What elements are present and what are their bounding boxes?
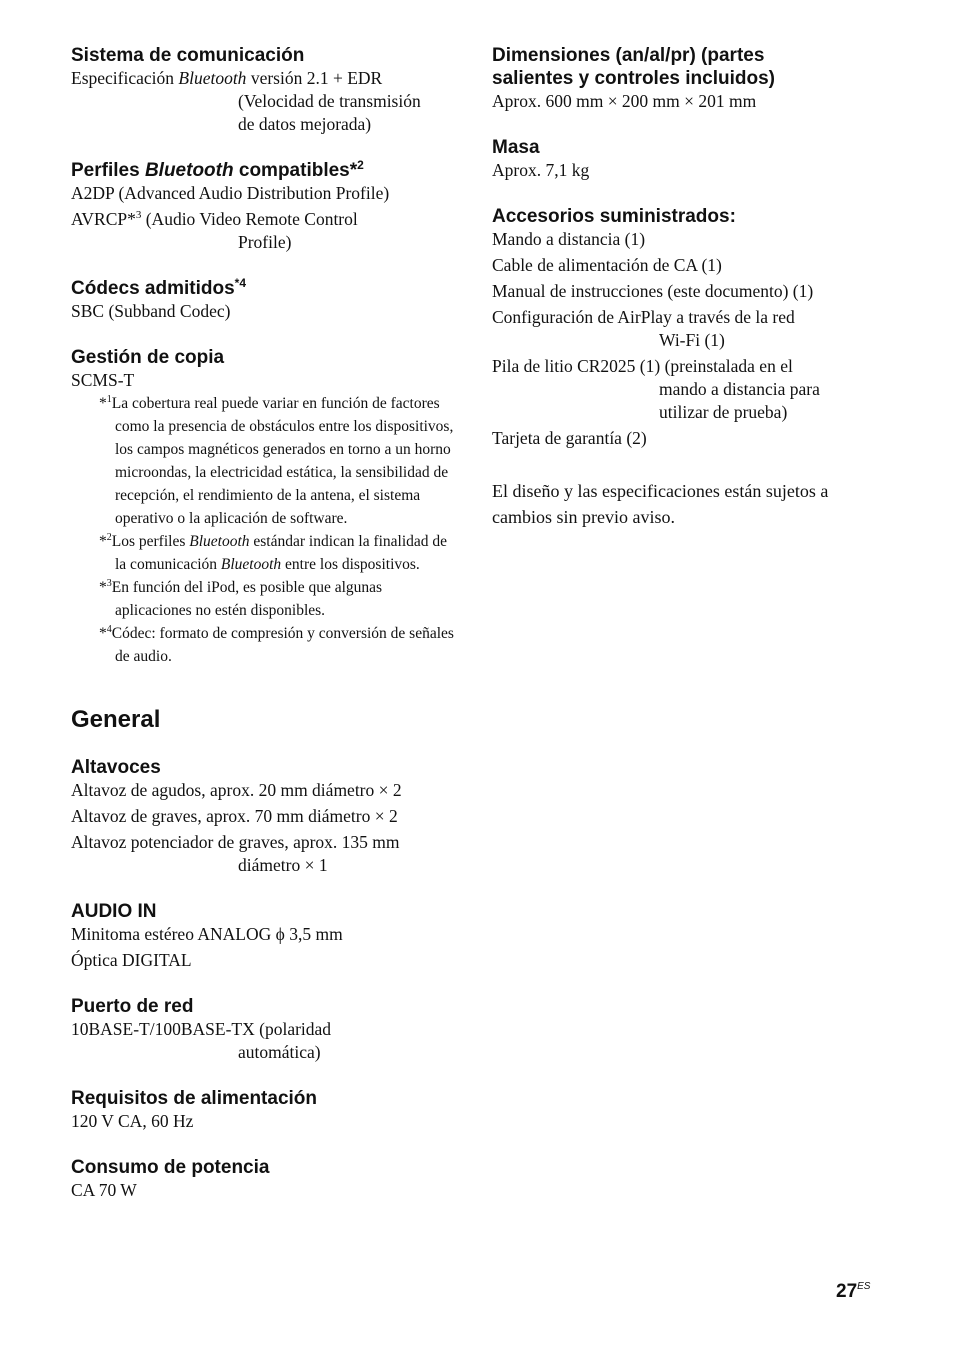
spec-line: Aprox. 600 mm × 200 mm × 201 mm bbox=[492, 91, 757, 111]
list-item: Manual de instrucciones (este documento) (1) bbox=[492, 281, 814, 301]
section-heading: Sistema de comunicación bbox=[71, 45, 305, 66]
section-heading: AUDIO IN bbox=[71, 901, 157, 922]
spec-line: Altavoz de agudos, aprox. 20 mm diámetro × 2 bbox=[71, 780, 402, 800]
list-item: Cable de alimentación de CA (1) bbox=[492, 255, 722, 275]
text-run-italic: Bluetooth bbox=[178, 68, 247, 88]
section-accesorios bbox=[492, 205, 882, 450]
list-item-continued: utilizar de prueba) bbox=[659, 402, 788, 422]
footnote-1 bbox=[99, 392, 456, 530]
footnote-text: En función del iPod, es posible que algunas aplicaciones no estén disponibles. bbox=[111, 579, 383, 619]
text-run: versión 2.1 + EDR bbox=[246, 68, 383, 88]
spec-line: SBC (Subband Codec) bbox=[71, 301, 231, 321]
spec-line: SCMS-T bbox=[71, 370, 135, 390]
page-number-value: 27 bbox=[836, 1281, 858, 1302]
spec-line: Aprox. 7,1 kg bbox=[492, 160, 590, 180]
section-heading: Altavoces bbox=[71, 757, 161, 778]
language-code: ES bbox=[857, 1281, 871, 1292]
footnote-3 bbox=[99, 576, 456, 622]
footnote-text: estándar indican la finalidad de la comunicación bbox=[115, 533, 448, 573]
spec-line bbox=[71, 67, 456, 90]
footnote-star: * bbox=[99, 625, 107, 642]
spec-line-continued: de datos mejorada) bbox=[238, 114, 372, 134]
list-item-continued: Wi-Fi (1) bbox=[659, 330, 725, 350]
section-puerto-red bbox=[71, 995, 456, 1064]
footnote-4 bbox=[99, 622, 456, 668]
section-gestion-copia bbox=[71, 346, 456, 392]
footnote-ref: 2 bbox=[357, 158, 364, 172]
spec-line: A2DP (Advanced Audio Distribution Profile) bbox=[71, 183, 390, 203]
right-column bbox=[492, 44, 882, 530]
footnote-number: 4 bbox=[106, 624, 112, 635]
footnote-number: 1 bbox=[106, 394, 112, 405]
footnote-ref: *4 bbox=[234, 276, 246, 290]
footnote-text: Códec: formato de compresión y conversión de señales de audio. bbox=[111, 625, 454, 665]
section-heading: Puerto de red bbox=[71, 996, 194, 1017]
text-run: Especificación bbox=[71, 68, 179, 88]
text-run: AVRCP* bbox=[71, 209, 136, 229]
section-heading-continued: salientes y controles incluidos) bbox=[492, 68, 775, 89]
footnote-2 bbox=[99, 530, 456, 576]
footnote-text-italic: Bluetooth bbox=[220, 556, 282, 573]
spec-line-continued: automática) bbox=[238, 1042, 321, 1062]
footnote-number: 3 bbox=[106, 578, 112, 589]
list-item: Pila de litio CR2025 (1) (preinstalada en el bbox=[492, 356, 793, 376]
general-title: General bbox=[71, 706, 161, 733]
section-heading bbox=[71, 277, 456, 300]
spec-line: Óptica DIGITAL bbox=[71, 950, 192, 970]
section-codecs-admitidos bbox=[71, 277, 456, 323]
spec-line: Minitoma estéreo ANALOG ϕ 3,5 mm bbox=[71, 924, 343, 944]
footnote-number: 2 bbox=[106, 532, 112, 543]
section-heading bbox=[71, 159, 456, 182]
spec-line bbox=[71, 208, 456, 231]
footnote-star: * bbox=[99, 395, 107, 412]
section-requisitos-alimentacion bbox=[71, 1087, 456, 1133]
text-run: Perfiles bbox=[71, 160, 145, 181]
section-perfiles-bluetooth bbox=[71, 159, 456, 254]
section-sistema-comunicacion bbox=[71, 44, 456, 136]
footnote-star: * bbox=[99, 533, 107, 550]
section-heading: Requisitos de alimentación bbox=[71, 1088, 317, 1109]
section-heading: Gestión de copia bbox=[71, 347, 225, 368]
section-dimensiones bbox=[492, 44, 882, 113]
footnote-text-italic: Bluetooth bbox=[189, 533, 250, 550]
spec-line: 120 V CA, 60 Hz bbox=[71, 1111, 194, 1131]
spec-line: CA 70 W bbox=[71, 1180, 137, 1200]
footnote-text: entre los dispositivos. bbox=[281, 556, 420, 573]
disclaimer-note: El diseño y las especificaciones están sujetos a cambios sin previo aviso. bbox=[492, 481, 829, 527]
section-heading: Dimensiones (an/al/pr) (partes bbox=[492, 45, 765, 66]
spec-line: Altavoz de graves, aprox. 70 mm diámetro × 2 bbox=[71, 806, 398, 826]
list-item: Configuración de AirPlay a través de la red bbox=[492, 307, 795, 327]
section-audio-in bbox=[71, 900, 456, 972]
text-run: (Audio Video Remote Control bbox=[141, 209, 358, 229]
section-consumo-potencia bbox=[71, 1156, 456, 1202]
footnote-text: Los perfiles bbox=[111, 533, 190, 550]
spec-line-continued: diámetro × 1 bbox=[238, 855, 328, 875]
footnotes bbox=[71, 392, 456, 668]
text-run: compatibles* bbox=[233, 160, 358, 181]
footnote-ref: 3 bbox=[135, 209, 142, 221]
section-heading: Consumo de potencia bbox=[71, 1157, 270, 1178]
left-column bbox=[71, 44, 456, 1225]
spec-line-continued: Profile) bbox=[238, 232, 292, 252]
section-altavoces bbox=[71, 756, 456, 877]
footnote-text: La cobertura real puede variar en función de factores como la presencia de obstáculos entre los dispositivos, los campos magnéticos generados en torno a un horno microondas, la electricidad estática, la sensibilidad de recepción, el rendimiento de la antena, el sistema operativo o la aplicación de software. bbox=[111, 395, 454, 527]
section-heading: Masa bbox=[492, 137, 540, 158]
footnote-star: * bbox=[99, 579, 107, 596]
section-heading: Accesorios suministrados: bbox=[492, 206, 736, 227]
text-run: Códecs admitidos bbox=[71, 278, 235, 299]
list-item: Tarjeta de garantía (2) bbox=[492, 428, 647, 448]
spec-line: Altavoz potenciador de graves, aprox. 135 mm bbox=[71, 832, 400, 852]
list-item-continued: mando a distancia para bbox=[659, 379, 820, 399]
list-item: Mando a distancia (1) bbox=[492, 229, 646, 249]
spec-line-continued: (Velocidad de transmisión bbox=[238, 91, 421, 111]
spec-line: 10BASE-T/100BASE-TX (polaridad bbox=[71, 1019, 332, 1039]
text-run-italic: Bluetooth bbox=[144, 160, 234, 181]
page-number bbox=[836, 1281, 870, 1303]
section-masa bbox=[492, 136, 882, 182]
